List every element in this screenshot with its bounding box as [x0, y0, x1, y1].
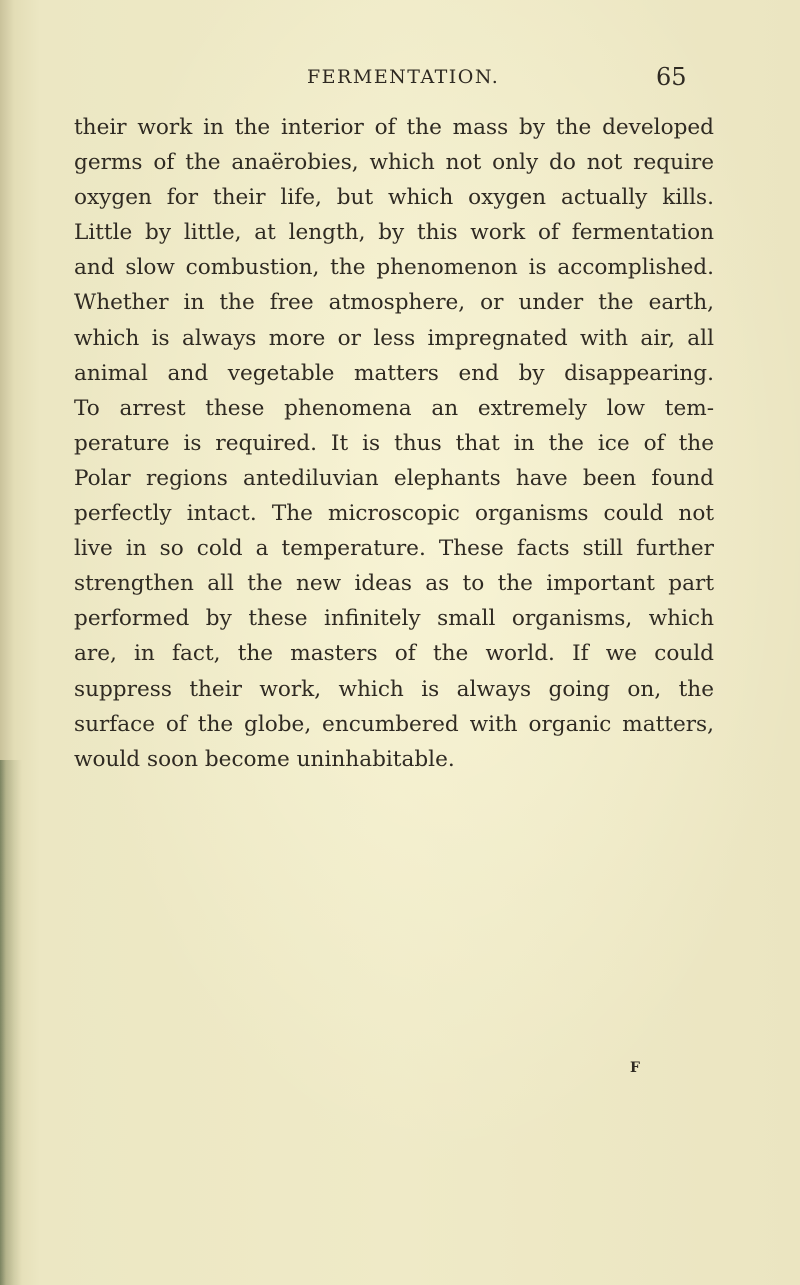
text-line: their work in the interior of the mass by the developed [74, 115, 714, 140]
text-line: surface of the globe, encumbered with organic matters, [74, 711, 714, 737]
text-line: strengthen all the new ideas as to the important part [74, 571, 714, 597]
text-line: germs of the anaërobies, which not only do not require [74, 150, 714, 176]
text-line: and slow combustion, the phenomenon is accomplished. [74, 255, 714, 281]
text-line: perature is required. It is thus that in the ice of the [74, 430, 714, 456]
text-line: perfectly intact. The microscopic organisms could not [74, 501, 714, 527]
text-line: animal and vegetable matters end by disappearing. [74, 360, 714, 386]
text-line: live in so cold a temperature. These facts still further [74, 536, 714, 562]
signature-mark: F [630, 1060, 640, 1076]
text-line: are, in fact, the masters of the world. If we could [74, 641, 714, 667]
page-number: 65 [656, 63, 687, 91]
running-head [0, 63, 800, 96]
text-line: Polar regions antediluvian elephants have been found [74, 465, 714, 491]
binding-gutter-shadow [0, 760, 22, 1285]
text-line: Little by little, at length, by this work of fermentation [74, 220, 714, 246]
text-line: suppress their work, which is always going on, the [74, 676, 714, 702]
text-line: which is always more or less impregnated with air, all [74, 325, 714, 351]
body-paragraph [74, 110, 714, 777]
text-line-last: would soon become uninhabitable. [74, 746, 455, 772]
text-line: Whether in the free atmosphere, or under the earth, [74, 290, 714, 316]
text-line: performed by these infinitely small organisms, which [74, 606, 714, 632]
text-line: oxygen for their life, but which oxygen actually kills. [74, 185, 714, 211]
text-line: To arrest these phenomena an extremely low tem- [74, 395, 714, 421]
running-head-title: FERMENTATION. [307, 66, 500, 88]
